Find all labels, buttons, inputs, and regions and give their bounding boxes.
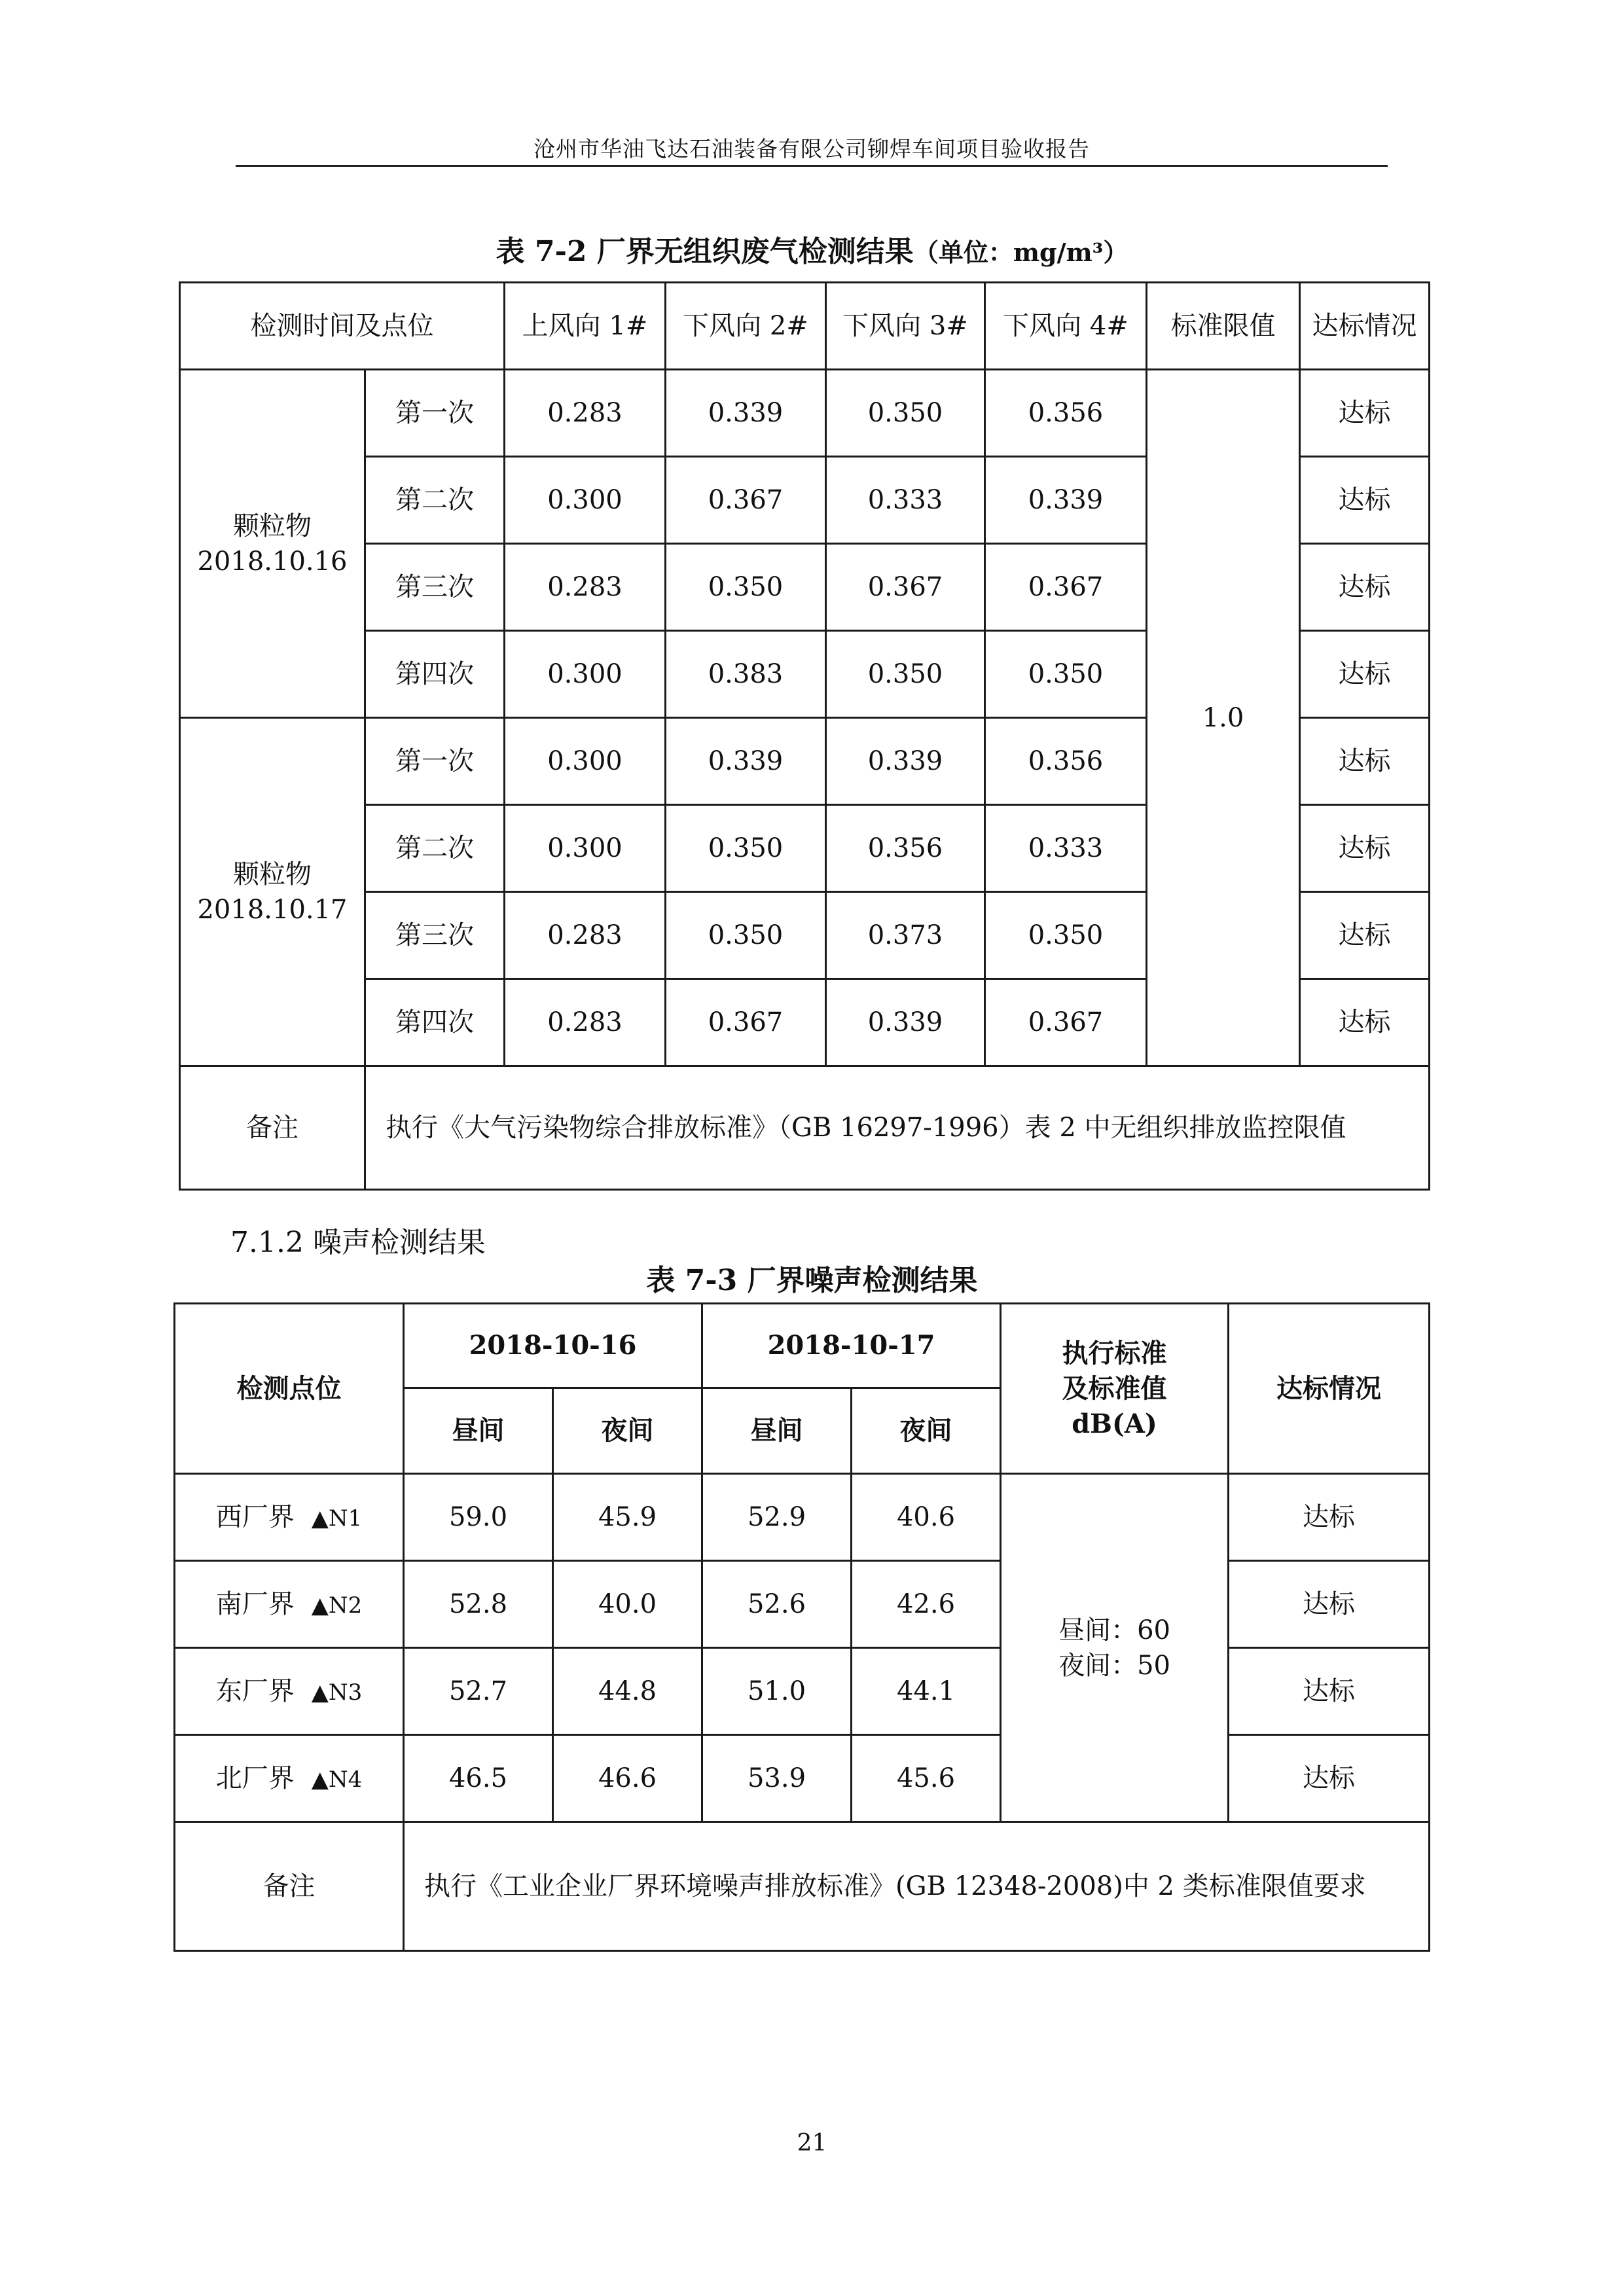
table-7-3-noise-results	[173, 1302, 1430, 1952]
status-cell: 达标	[1300, 805, 1430, 892]
value-cell: 52.7	[404, 1648, 553, 1735]
header-standard-limit: 标准限值	[1147, 283, 1300, 370]
header-time-location: 检测时间及点位	[180, 283, 505, 370]
header-night: 夜间	[852, 1388, 1001, 1474]
point-name: 东厂界	[215, 1676, 295, 1706]
section-title-noise: 7.1.2 噪声检测结果	[230, 1226, 486, 1259]
group-pollutant: 颗粒物	[233, 511, 312, 541]
value-cell: 0.339	[666, 718, 826, 805]
header-downwind-3: 下风向 3#	[826, 283, 985, 370]
table-7-2-header-row	[180, 283, 1430, 370]
status-cell: 达标	[1300, 370, 1430, 457]
value-cell: 0.367	[826, 544, 985, 631]
point-cell	[175, 1648, 404, 1735]
header-date-1: 2018-10-16	[404, 1304, 702, 1388]
value-cell: 0.356	[826, 805, 985, 892]
header-day: 昼间	[702, 1388, 852, 1474]
value-cell: 45.9	[553, 1474, 702, 1561]
value-cell: 0.283	[505, 979, 666, 1066]
sample-label: 第四次	[365, 631, 505, 718]
table-7-3-caption: 表 7-3 厂界噪声检测结果	[646, 1264, 978, 1297]
point-name: 南厂界	[215, 1589, 295, 1619]
value-cell: 0.339	[666, 370, 826, 457]
status-cell: 达标	[1229, 1561, 1430, 1648]
value-cell: 0.350	[666, 892, 826, 979]
status-cell: 达标	[1300, 718, 1430, 805]
note-label: 备注	[180, 1066, 365, 1190]
status-cell: 达标	[1300, 979, 1430, 1066]
point-cell	[175, 1474, 404, 1561]
value-cell: 0.333	[826, 457, 985, 544]
point-code: ▲N2	[311, 1592, 363, 1619]
sample-label: 第四次	[365, 979, 505, 1066]
value-cell: 40.6	[852, 1474, 1001, 1561]
status-cell: 达标	[1229, 1474, 1430, 1561]
value-cell: 0.300	[505, 457, 666, 544]
value-cell: 0.350	[826, 370, 985, 457]
point-cell	[175, 1735, 404, 1822]
status-cell: 达标	[1300, 457, 1430, 544]
value-cell: 45.6	[852, 1735, 1001, 1822]
value-cell: 52.6	[702, 1561, 852, 1648]
value-cell: 42.6	[852, 1561, 1001, 1648]
group-label	[180, 718, 365, 1066]
table-7-3-header-row-1	[175, 1304, 1430, 1388]
value-cell: 0.350	[666, 544, 826, 631]
sample-label: 第三次	[365, 892, 505, 979]
table-7-2-waste-gas-results	[179, 281, 1430, 1191]
note-text: 执行《大气污染物综合排放标准》（GB 16297-1996）表 2 中无组织排放监控限值	[365, 1066, 1430, 1190]
value-cell: 0.283	[505, 370, 666, 457]
status-cell: 达标	[1300, 631, 1430, 718]
value-cell: 52.9	[702, 1474, 852, 1561]
value-cell: 0.367	[985, 979, 1147, 1066]
header-point: 检测点位	[175, 1304, 404, 1474]
group-date: 2018.10.17	[197, 894, 348, 925]
value-cell: 51.0	[702, 1648, 852, 1735]
header-standard-line-3: dB(A)	[1072, 1408, 1157, 1439]
value-cell: 0.300	[505, 805, 666, 892]
header-downwind-4: 下风向 4#	[985, 283, 1147, 370]
value-cell: 40.0	[553, 1561, 702, 1648]
point-code: ▲N1	[311, 1505, 363, 1532]
standard-limit-value: 1.0	[1147, 370, 1300, 1066]
value-cell: 44.8	[553, 1648, 702, 1735]
value-cell: 0.356	[985, 718, 1147, 805]
header-upwind-1: 上风向 1#	[505, 283, 666, 370]
status-cell: 达标	[1300, 544, 1430, 631]
point-code: ▲N3	[311, 1679, 363, 1706]
value-cell: 0.350	[985, 631, 1147, 718]
header-standard-line-1: 执行标准	[1062, 1337, 1167, 1369]
group-date: 2018.10.16	[197, 546, 348, 577]
table-row	[175, 1474, 1430, 1561]
value-cell: 0.300	[505, 718, 666, 805]
value-cell: 46.5	[404, 1735, 553, 1822]
page-number: 21	[797, 2130, 827, 2157]
value-cell: 0.339	[826, 979, 985, 1066]
value-cell: 0.373	[826, 892, 985, 979]
table-7-2-caption	[0, 228, 1624, 270]
value-cell: 0.283	[505, 544, 666, 631]
sample-label: 第一次	[365, 718, 505, 805]
header-date-2: 2018-10-17	[702, 1304, 1001, 1388]
value-cell: 0.356	[985, 370, 1147, 457]
sample-label: 第二次	[365, 805, 505, 892]
table-7-3-note-row	[175, 1822, 1430, 1951]
value-cell: 52.8	[404, 1561, 553, 1648]
value-cell: 0.367	[666, 979, 826, 1066]
header-standard	[1001, 1304, 1229, 1474]
value-cell: 0.283	[505, 892, 666, 979]
value-cell: 44.1	[852, 1648, 1001, 1735]
standard-day: 昼间：60	[1058, 1615, 1170, 1645]
table-row	[180, 370, 1430, 457]
value-cell: 0.383	[666, 631, 826, 718]
point-name: 西厂界	[215, 1502, 295, 1532]
value-cell: 0.367	[666, 457, 826, 544]
group-label	[180, 370, 365, 718]
value-cell: 0.339	[985, 457, 1147, 544]
table-7-2-caption-prefix: 表 7-2	[496, 235, 587, 268]
status-cell: 达标	[1229, 1735, 1430, 1822]
value-cell: 0.333	[985, 805, 1147, 892]
value-cell: 0.367	[985, 544, 1147, 631]
value-cell: 0.300	[505, 631, 666, 718]
point-code: ▲N4	[311, 1767, 363, 1793]
value-cell: 0.350	[666, 805, 826, 892]
sample-label: 第二次	[365, 457, 505, 544]
group-pollutant: 颗粒物	[233, 859, 312, 889]
value-cell: 46.6	[553, 1735, 702, 1822]
point-name: 北厂界	[215, 1763, 295, 1793]
header-rule	[236, 165, 1388, 167]
report-header-title: 沧州市华油飞达石油装备有限公司铆焊车间项目验收报告	[533, 136, 1090, 162]
status-cell: 达标	[1229, 1648, 1430, 1735]
value-cell: 59.0	[404, 1474, 553, 1561]
table-7-2-caption-title: 厂界无组织废气检测结果	[586, 235, 914, 268]
point-cell	[175, 1561, 404, 1648]
header-compliance: 达标情况	[1300, 283, 1430, 370]
value-cell: 0.339	[826, 718, 985, 805]
table-7-2-note-row	[180, 1066, 1430, 1190]
table-row	[175, 1648, 1430, 1735]
value-cell: 53.9	[702, 1735, 852, 1822]
header-downwind-2: 下风向 2#	[666, 283, 826, 370]
note-text: 执行《工业企业厂界环境噪声排放标准》(GB 12348-2008)中 2 类标准限值要求	[404, 1822, 1430, 1951]
standard-value	[1001, 1474, 1229, 1822]
table-row	[175, 1735, 1430, 1822]
table-row	[175, 1561, 1430, 1648]
value-cell: 0.350	[985, 892, 1147, 979]
header-compliance: 达标情况	[1229, 1304, 1430, 1474]
table-7-2-caption-unit: （单位：mg/m³）	[913, 238, 1128, 267]
value-cell: 0.350	[826, 631, 985, 718]
header-night: 夜间	[553, 1388, 702, 1474]
header-day: 昼间	[404, 1388, 553, 1474]
sample-label: 第三次	[365, 544, 505, 631]
note-label: 备注	[175, 1822, 404, 1951]
sample-label: 第一次	[365, 370, 505, 457]
header-standard-line-2: 及标准值	[1062, 1372, 1167, 1404]
status-cell: 达标	[1300, 892, 1430, 979]
standard-night: 夜间：50	[1058, 1650, 1170, 1681]
